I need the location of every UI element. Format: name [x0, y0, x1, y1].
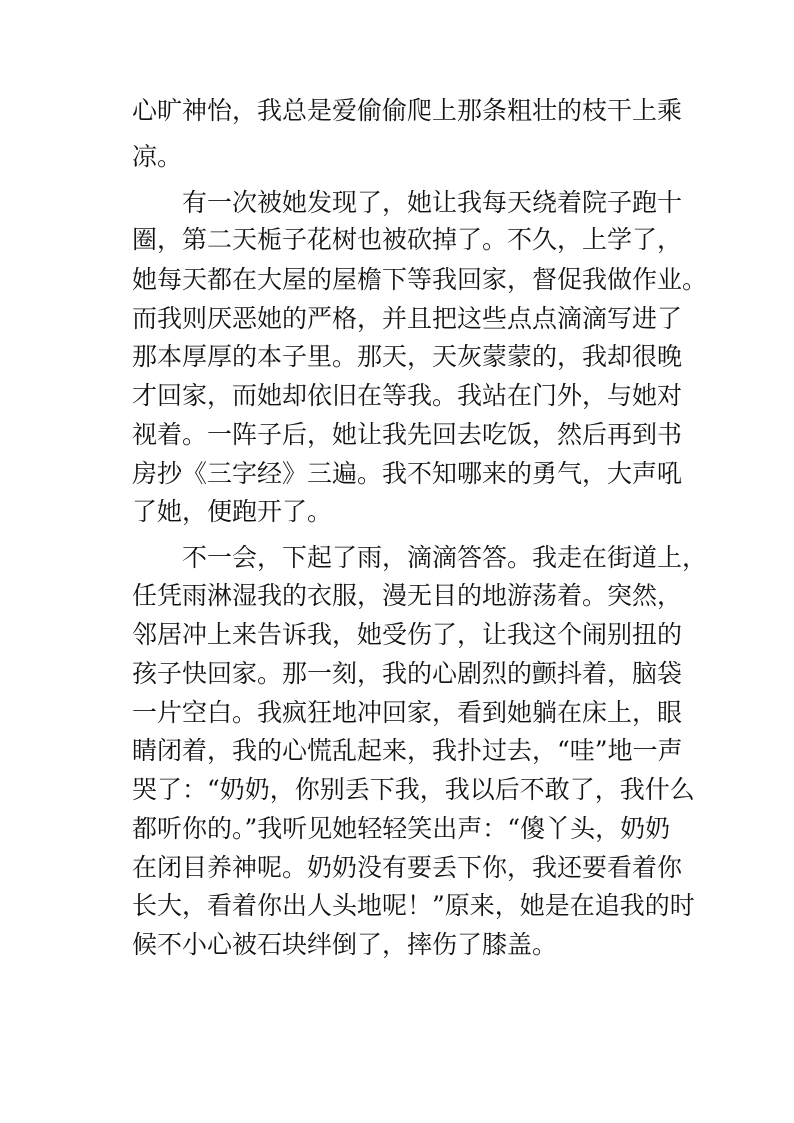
text-line: 圈，第二天栀子花树也被砍掉了。不久，上学了， — [132, 225, 683, 254]
text-line: 房抄《三字经》三遍。我不知哪来的勇气，大声吼 — [132, 459, 683, 488]
text-line: 那本厚厚的本子里。那天，天灰蒙蒙的，我却很晚 — [132, 342, 683, 371]
text-line: 她每天都在大屋的屋檐下等我回家，督促我做作业。 — [132, 265, 708, 294]
text-line: 都听你的。”我听见她轻轻笑出声：“傻丫头，奶奶 — [132, 814, 671, 843]
text-line: 长大，看着你出人头地呢！”原来，她是在追我的时 — [132, 891, 695, 920]
text-line: 哭了：“奶奶，你别丢下我，我以后不敢了，我什么 — [132, 775, 695, 804]
text-line: 一片空白。我疯狂地冲回家，看到她躺在床上，眼 — [132, 698, 683, 727]
text-line: 有一次被她发现了，她让我每天绕着院子跑十 — [182, 188, 683, 217]
text-line: 而我则厌恶她的严格，并且把这些点点滴滴写进了 — [132, 304, 683, 333]
text-line: 凉。 — [132, 142, 183, 171]
text-line: 任凭雨淋湿我的衣服，漫无目的地游荡着。突然， — [132, 581, 683, 610]
text-line: 视着。一阵子后，她让我先回去吃饭，然后再到书 — [132, 420, 683, 449]
text-line: 孩子快回家。那一刻，我的心剧烈的颤抖着，脑袋 — [132, 659, 683, 688]
text-line: 了她，便跑开了。 — [132, 497, 333, 526]
text-line: 在闭目养神呢。奶奶没有要丢下你，我还要看着你 — [132, 853, 683, 882]
text-line: 才回家，而她却依旧在等我。我站在门外，与她对 — [132, 381, 683, 410]
text-line: 邻居冲上来告诉我，她受伤了，让我这个闹别扭的 — [132, 620, 683, 649]
text-line: 心旷神怡，我总是爱偷偷爬上那条粗壮的枝干上乘 — [132, 96, 683, 125]
text-line: 睛闭着，我的心慌乱起来，我扑过去，“哇”地一声 — [132, 736, 683, 765]
text-line: 不一会，下起了雨，滴滴答答。我走在街道上， — [182, 543, 708, 572]
text-line: 候不小心被石块绊倒了，摔伤了膝盖。 — [132, 930, 558, 959]
